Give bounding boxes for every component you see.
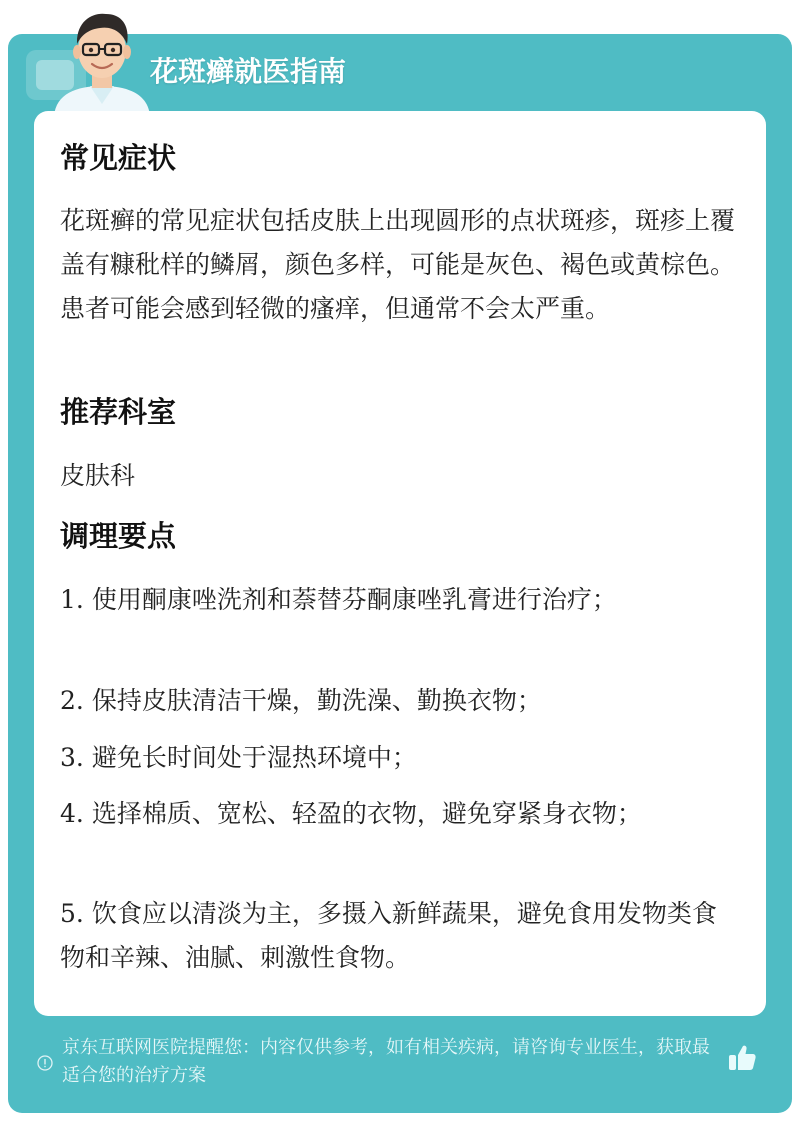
care-item-number: 3. [60, 743, 84, 772]
thumbs-up-icon[interactable] [726, 1042, 758, 1074]
care-item-5 [60, 892, 740, 980]
care-item-text: 选择棉质、宽松、轻盈的衣物，避免穿紧身衣物； [91, 799, 642, 828]
care-item-4 [60, 792, 740, 836]
care-item-text: 避免长时间处于湿热环境中； [91, 743, 417, 772]
doctor-avatar [46, 4, 158, 116]
department-text: 皮肤科 [60, 461, 136, 490]
section-title-care: 调理要点 [60, 519, 177, 553]
care-item-1 [60, 578, 740, 622]
section-title-symptoms: 常见症状 [60, 141, 177, 175]
care-item-number: 4. [60, 799, 84, 828]
section-title-department: 推荐科室 [60, 395, 177, 429]
care-item-2 [60, 679, 740, 723]
page-title: 花斑癣就医指南 [150, 55, 347, 88]
info-icon [37, 1055, 53, 1071]
care-item-text: 保持皮肤清洁干燥，勤洗澡、勤换衣物； [91, 686, 542, 715]
footer-notice: 京东互联网医院提醒您：内容仅供参考，如有相关疾病，请咨询专业医生，获取最适合您的治疗方案 [62, 1037, 710, 1086]
care-item-number: 1. [60, 585, 84, 614]
care-item-text: 饮食应以清淡为主，多摄入新鲜蔬果，避免食用发物类食物和辛辣、油腻、刺激性食物。 [60, 899, 717, 972]
care-item-number: 2. [60, 686, 84, 715]
care-item-number: 5. [60, 899, 84, 928]
care-item-text: 使用酮康唑洗剂和萘替芬酮康唑乳膏进行治疗； [91, 585, 617, 614]
symptoms-text: 花斑癣的常见症状包括皮肤上出现圆形的点状斑疹，斑疹上覆盖有糠秕样的鳞屑，颜色多样，可能是灰色、褐色或黄棕色。患者可能会感到轻微的瘙痒，但通常不会太严重。 [60, 206, 736, 323]
care-item-3 [60, 736, 740, 780]
